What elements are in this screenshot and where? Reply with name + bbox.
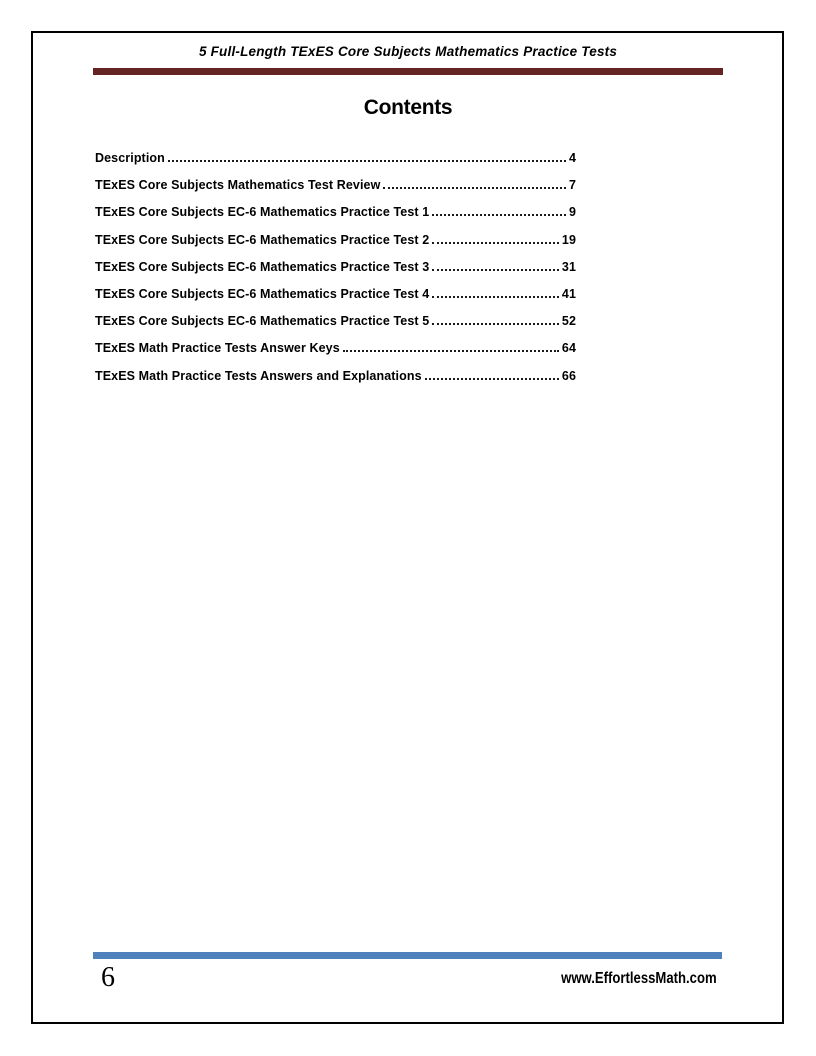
dot-leader xyxy=(383,187,566,189)
header-rule xyxy=(93,68,723,75)
toc-entry-practice-test-3 xyxy=(95,260,576,287)
toc-entry-label: TExES Core Subjects EC-6 Mathematics Practice Test 4 xyxy=(95,286,430,301)
toc-entry-practice-test-2 xyxy=(95,233,576,260)
footer-website: www.EffortlessMath.com xyxy=(561,970,717,987)
toc-entry-practice-test-5 xyxy=(95,314,576,341)
toc-entry-page: 66 xyxy=(561,368,576,383)
dot-leader xyxy=(425,378,559,380)
toc-entry-label: TExES Math Practice Tests Answers and Explanations xyxy=(95,368,422,383)
toc-entry-page: 9 xyxy=(568,205,576,220)
toc-entry-page: 31 xyxy=(561,259,576,274)
dot-leader xyxy=(432,296,559,298)
dot-leader xyxy=(432,214,566,216)
table-of-contents xyxy=(95,151,576,396)
toc-entry-page: 52 xyxy=(561,314,576,329)
dot-leader xyxy=(432,323,559,325)
toc-entry-practice-test-4 xyxy=(95,287,576,314)
toc-entry-page: 41 xyxy=(561,286,576,301)
toc-entry-practice-test-1 xyxy=(95,205,576,232)
toc-entry-label: TExES Core Subjects EC-6 Mathematics Practice Test 5 xyxy=(95,314,430,329)
toc-entry-test-review xyxy=(95,178,576,205)
toc-entry-label: TExES Core Subjects EC-6 Mathematics Practice Test 1 xyxy=(95,205,430,220)
footer-rule xyxy=(93,952,722,959)
toc-entry-label: TExES Core Subjects Mathematics Test Review xyxy=(95,178,381,193)
page-number: 6 xyxy=(101,962,115,993)
dot-leader xyxy=(168,160,566,162)
toc-entry-label: Description xyxy=(95,151,165,165)
toc-entry-answers-explanations xyxy=(95,369,576,396)
toc-entry-label: TExES Math Practice Tests Answer Keys xyxy=(95,341,340,356)
toc-entry-page: 64 xyxy=(561,341,576,356)
toc-entry-label: TExES Core Subjects EC-6 Mathematics Practice Test 3 xyxy=(95,259,430,274)
toc-entry-page: 7 xyxy=(568,178,576,193)
dot-leader xyxy=(432,242,559,244)
dot-leader xyxy=(343,350,559,352)
toc-entry-page: 4 xyxy=(568,151,576,165)
dot-leader xyxy=(432,269,559,271)
contents-heading: Contents xyxy=(363,96,453,119)
toc-entry-answer-keys xyxy=(95,341,576,368)
toc-entry-page: 19 xyxy=(561,232,576,247)
toc-entry-description xyxy=(95,151,576,178)
running-header-title: 5 Full-Length TExES Core Subjects Mathematics Practice Tests xyxy=(198,44,618,59)
toc-entry-label: TExES Core Subjects EC-6 Mathematics Practice Test 2 xyxy=(95,232,430,247)
